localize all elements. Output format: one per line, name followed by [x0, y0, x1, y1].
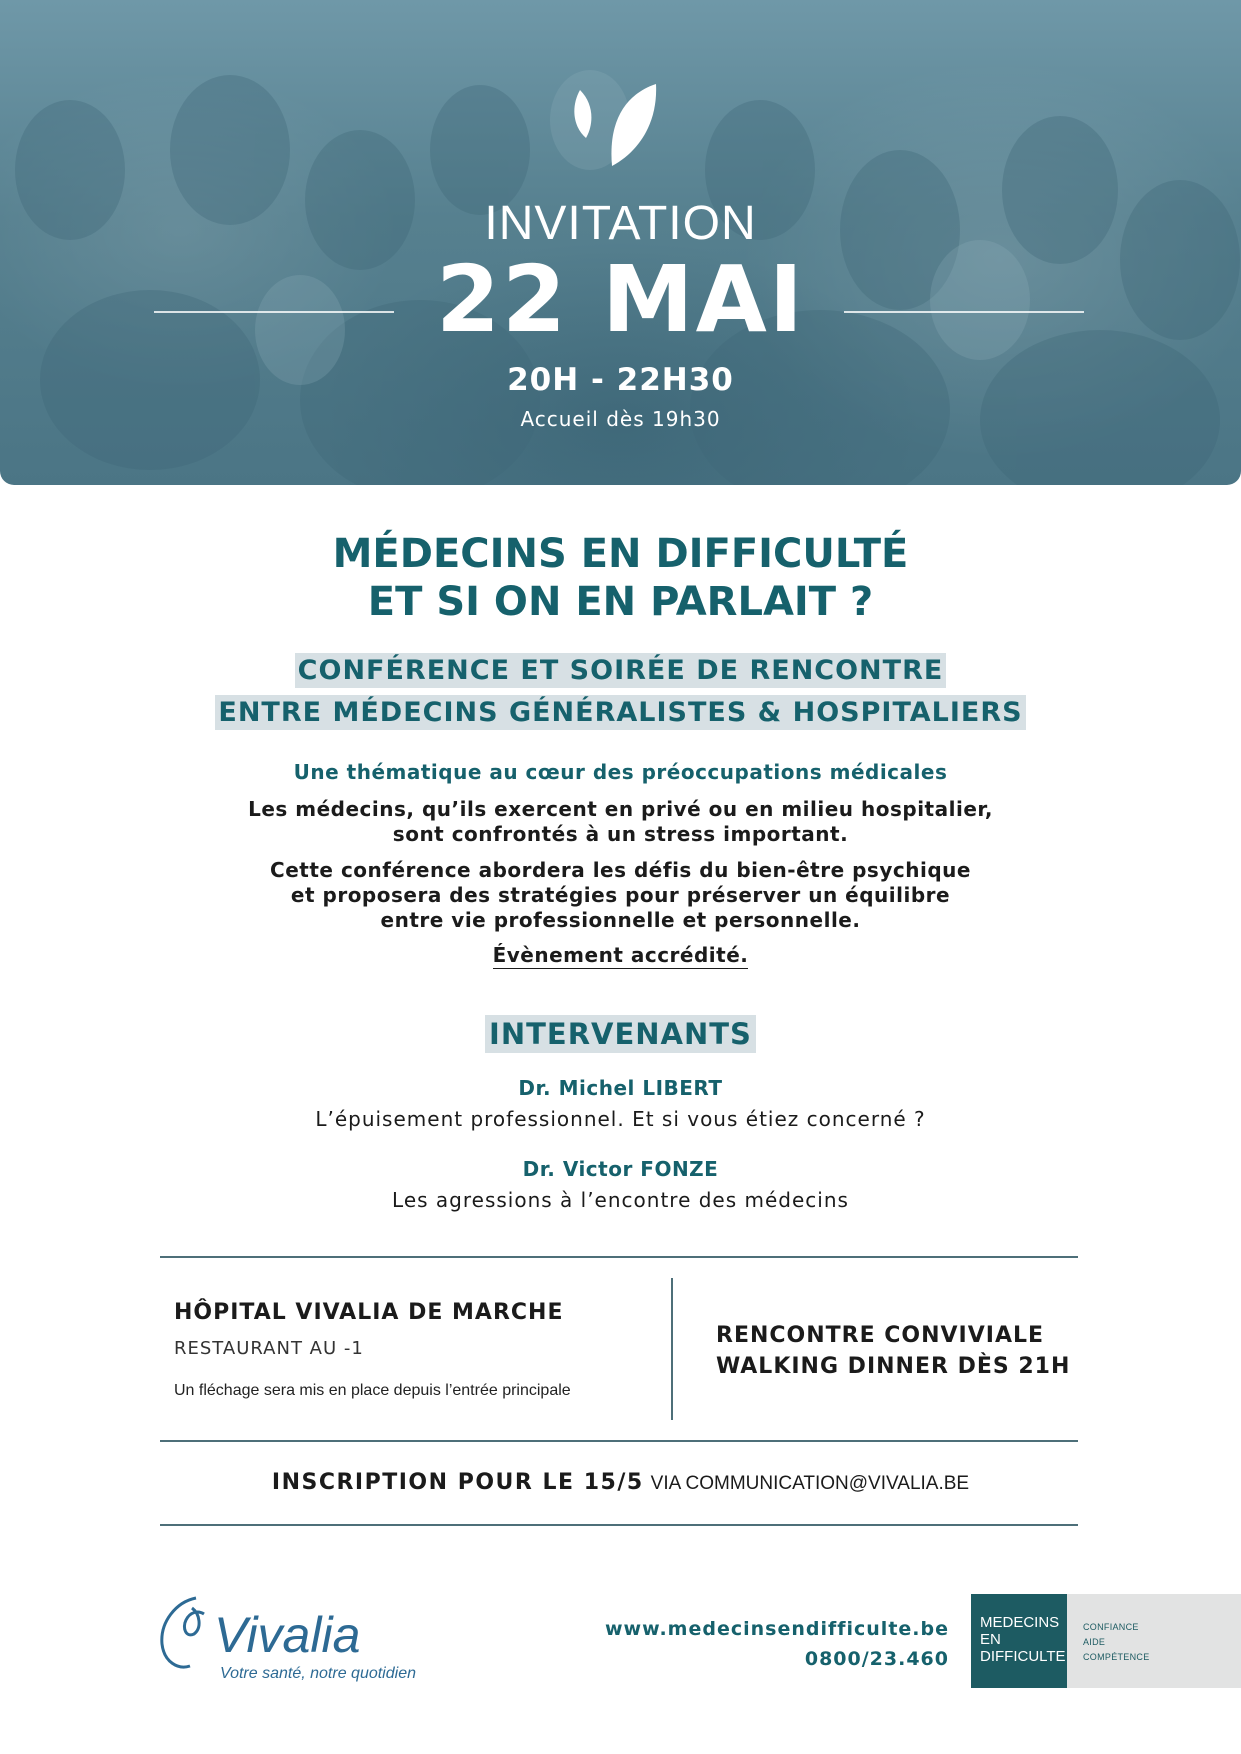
subtitle [0, 650, 1241, 734]
speaker-name: Dr. Michel LIBERT [518, 1076, 723, 1100]
dinner-line-1: RENCONTRE CONVIVIALE [716, 1323, 1045, 1348]
logo-value: CONFIANCE [1083, 1622, 1139, 1632]
website-link[interactable]: www.medecinsendifficulte.be [605, 1618, 949, 1640]
speaker-name: Dr. Victor FONZE [522, 1157, 719, 1181]
title-line-1: MÉDECINS EN DIFFICULTÉ [332, 531, 909, 577]
contact-info [605, 1614, 949, 1674]
logo-value: COMPÉTENCE [1083, 1652, 1150, 1662]
date-divider-right [844, 311, 1084, 313]
event-date: 22 MAI [435, 246, 806, 353]
subtitle-line-2: ENTRE MÉDECINS GÉNÉRALISTES & HOSPITALIERS [215, 695, 1025, 730]
speaker-topic: L’épuisement professionnel. Et si vous étiez concerné ? [315, 1107, 926, 1131]
dinner-line-2: WALKING DINNER DÈS 21H [716, 1354, 1071, 1379]
paragraph-line: sont confrontés à un stress important. [392, 822, 849, 846]
paragraph-line: Les médecins, qu’ils exercent en privé ou en milieu hospitalier, [248, 797, 993, 821]
date-divider-left [154, 311, 394, 313]
theme-heading: Une thématique au cœur des préoccupations médicales [293, 760, 948, 784]
speaker-topic: Les agressions à l’encontre des médecins [392, 1188, 849, 1212]
event-hours: 20H - 22H30 [507, 362, 734, 398]
paragraph-line: entre vie professionnelle et personnelle. [380, 908, 861, 932]
venue-note: Un fléchage sera mis en place depuis l’entrée principale [174, 1382, 571, 1399]
vertical-divider [671, 1278, 673, 1420]
paragraph-line: Cette conférence abordera les défis du bien-être psychique [270, 858, 971, 882]
vivalia-tagline: Votre santé, notre quotidien [220, 1665, 416, 1682]
accredited-label: Évènement accrédité. [492, 943, 749, 967]
venue-location: RESTAURANT AU -1 [174, 1338, 364, 1359]
phone-number[interactable]: 0800/23.460 [804, 1648, 949, 1670]
logo-line: EN [980, 1631, 1001, 1648]
leaf-icon [568, 80, 664, 170]
hero-banner [0, 0, 1241, 485]
vivalia-logo [158, 1592, 418, 1684]
speakers-heading [0, 1017, 1241, 1051]
vivalia-wordmark: Vivalia [214, 1607, 361, 1663]
divider [160, 1256, 1078, 1258]
invitation-label: INVITATION [484, 197, 757, 250]
title-line-2: ET SI ON EN PARLAIT ? [367, 579, 874, 625]
registration-email[interactable]: VIA COMMUNICATION@VIVALIA.BE [650, 1473, 970, 1494]
divider [160, 1524, 1078, 1526]
description-paragraph-2 [0, 858, 1241, 933]
logo-line: DIFFICULTE [980, 1648, 1066, 1665]
speakers-heading-label: INTERVENANTS [485, 1015, 756, 1053]
logo-values [1067, 1594, 1241, 1688]
medecins-en-difficulte-logo [971, 1594, 1067, 1688]
description-paragraph-1 [0, 797, 1241, 847]
logo-value: AIDE [1083, 1637, 1106, 1647]
divider [160, 1440, 1078, 1442]
paragraph-line: et proposera des stratégies pour préserver un équilibre [290, 883, 951, 907]
venue-name: HÔPITAL VIVALIA DE MARCHE [174, 1300, 564, 1325]
logo-line: MEDECINS [980, 1614, 1060, 1631]
accreditation-note [0, 943, 1241, 968]
registration-label: INSCRIPTION POUR LE 15/5 [271, 1470, 644, 1495]
registration-line [0, 1470, 1241, 1495]
page-title [0, 530, 1241, 626]
subtitle-line-1: CONFÉRENCE ET SOIRÉE DE RENCONTRE [295, 653, 947, 688]
dinner-info [716, 1320, 1070, 1382]
welcome-time: Accueil dès 19h30 [520, 407, 721, 431]
